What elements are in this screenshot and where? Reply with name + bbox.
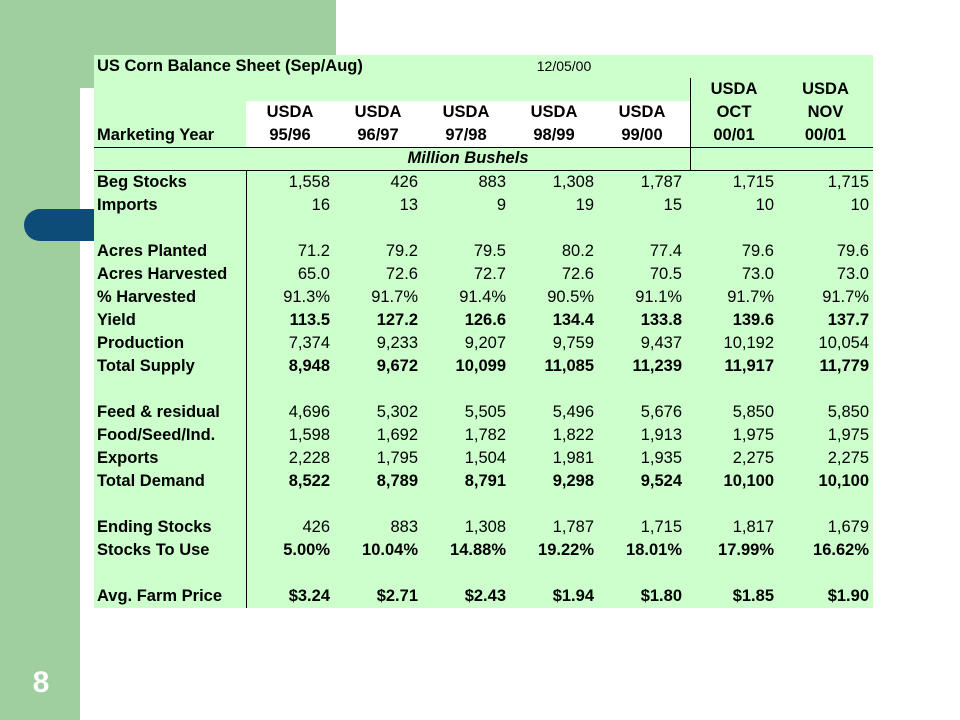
table-cell: 72.7 — [473, 265, 506, 283]
table-cell: 79.5 — [473, 242, 506, 260]
table-cell: 11,917 — [724, 357, 774, 375]
table-cell: 72.6 — [385, 265, 418, 283]
table-cell: 10,100 — [818, 472, 869, 490]
table-cell: 10 — [755, 196, 774, 214]
sheet-date: 12/05/00 — [536, 58, 592, 74]
table-cell: 1,787 — [640, 173, 682, 191]
marketing-year-label: Marketing Year — [97, 126, 215, 144]
table-cell: 5,850 — [827, 403, 869, 421]
table-cell: 91.4% — [459, 288, 506, 306]
row-label: Yield — [97, 311, 136, 329]
table-cell: 8,522 — [288, 472, 330, 490]
row-label: Production — [97, 334, 185, 352]
table-cell: 1,598 — [288, 426, 330, 444]
table-cell: 11,085 — [544, 357, 594, 375]
table-cell: 127.2 — [376, 311, 418, 329]
column-header-top: USDA — [802, 80, 849, 98]
table-cell: 8,791 — [464, 472, 506, 490]
table-cell: 73.0 — [836, 265, 869, 283]
column-header-year: 95/96 — [269, 126, 311, 144]
table-cell: 9,759 — [552, 334, 594, 352]
table-cell: 5.00% — [283, 541, 330, 559]
column-header-top: USDA — [710, 80, 758, 98]
table-cell: 9 — [496, 196, 506, 214]
column-header-source: USDA — [266, 103, 314, 121]
table-cell: 10,192 — [723, 334, 774, 352]
table-cell — [422, 217, 510, 240]
table-cell — [334, 378, 422, 401]
table-cell — [598, 562, 686, 585]
table-cell: 1,692 — [376, 426, 418, 444]
table-cell: 10,100 — [723, 472, 774, 490]
table-cell: 8,789 — [376, 472, 418, 490]
table-cell — [334, 493, 422, 516]
table-cell: 65.0 — [297, 265, 330, 283]
table-cell: 9,672 — [376, 357, 418, 375]
row-label: Feed & residual — [97, 403, 220, 421]
table-cell: 79.6 — [836, 242, 869, 260]
table-cell — [690, 217, 778, 240]
table-cell — [246, 493, 334, 516]
page-number: 8 — [32, 666, 50, 699]
row-label: Ending Stocks — [97, 518, 212, 536]
table-cell: $2.71 — [376, 587, 418, 605]
table-cell: 10,054 — [818, 334, 869, 352]
table-cell: 71.2 — [297, 242, 330, 260]
table-cell: 133.8 — [640, 311, 682, 329]
table-cell: 8,948 — [288, 357, 330, 375]
table-cell: 1,975 — [827, 426, 869, 444]
row-label: Exports — [97, 449, 159, 467]
table-cell: 1,795 — [376, 449, 418, 467]
table-cell: 9,524 — [640, 472, 682, 490]
table-cell: 91.7% — [371, 288, 418, 306]
row-label: Food/Seed/Ind. — [97, 426, 216, 444]
table-cell: $1.90 — [827, 587, 869, 605]
table-cell: $2.43 — [464, 587, 506, 605]
table-cell: 73.0 — [741, 265, 774, 283]
table-cell — [510, 562, 598, 585]
table-cell: 1,715 — [732, 173, 774, 191]
table-cell — [422, 562, 510, 585]
table-cell: 139.6 — [732, 311, 774, 329]
table-cell: 14.88% — [450, 541, 506, 559]
table-cell: 1,558 — [288, 173, 330, 191]
table-cell — [778, 493, 873, 516]
table-cell: 1,975 — [732, 426, 774, 444]
row-label: % Harvested — [97, 288, 197, 306]
header-divider — [94, 147, 873, 148]
table-cell: $1.94 — [552, 587, 594, 605]
forecast-divider — [690, 78, 691, 170]
table-cell: 91.7% — [727, 288, 774, 306]
table-cell: 10,099 — [455, 357, 506, 375]
table-cell: 5,850 — [732, 403, 774, 421]
table-cell: 5,505 — [464, 403, 506, 421]
table-cell: 137.7 — [827, 311, 869, 329]
table-cell: 16.62% — [813, 541, 869, 559]
table-cell: 1,782 — [464, 426, 506, 444]
row-label: Total Demand — [97, 472, 205, 490]
table-cell — [334, 217, 422, 240]
table-cell: 10.04% — [362, 541, 418, 559]
table-cell — [246, 562, 334, 585]
table-cell: 16 — [311, 196, 330, 214]
table-cell: 426 — [302, 518, 330, 536]
row-label: Imports — [97, 196, 158, 214]
table-cell — [690, 562, 778, 585]
column-header-source: USDA — [442, 103, 490, 121]
table-cell: 1,679 — [827, 518, 869, 536]
table-cell — [510, 217, 598, 240]
table-cell: 2,275 — [827, 449, 869, 467]
row-label: Stocks To Use — [97, 541, 210, 559]
table-cell: 9,298 — [552, 472, 594, 490]
table-cell: 80.2 — [561, 242, 594, 260]
column-header-year: 00/01 — [713, 126, 755, 144]
row-label — [94, 493, 246, 516]
table-cell: 4,696 — [288, 403, 330, 421]
table-cell: $1.85 — [732, 587, 774, 605]
table-cell: 19 — [575, 196, 594, 214]
table-cell: 1,308 — [464, 518, 506, 536]
column-header-source: NOV — [807, 103, 844, 121]
table-cell: 18.01% — [626, 541, 682, 559]
table-cell: 1,787 — [552, 518, 594, 536]
table-cell: 91.1% — [635, 288, 682, 306]
table-cell: 1,715 — [827, 173, 869, 191]
table-cell: 90.5% — [547, 288, 594, 306]
balance-sheet-table — [94, 55, 873, 608]
table-cell: 9,437 — [640, 334, 682, 352]
table-cell: $3.24 — [288, 587, 330, 605]
table-cell: 79.6 — [741, 242, 774, 260]
table-cell: 11,239 — [632, 357, 682, 375]
slide-left-band — [0, 0, 80, 720]
table-cell — [778, 217, 873, 240]
table-cell: 91.3% — [283, 288, 330, 306]
column-header-year: 00/01 — [804, 126, 847, 144]
table-cell: 134.4 — [552, 311, 594, 329]
table-cell — [422, 493, 510, 516]
table-cell: 113.5 — [289, 311, 330, 329]
table-cell: 1,715 — [640, 518, 682, 536]
table-cell: 1,504 — [464, 449, 506, 467]
table-cell: 2,228 — [288, 449, 330, 467]
table-cell: 7,374 — [288, 334, 330, 352]
row-label: Beg Stocks — [97, 173, 187, 191]
table-cell — [246, 217, 334, 240]
column-header-year: 96/97 — [357, 126, 399, 144]
table-cell: 70.5 — [649, 265, 682, 283]
units-subheader: Million Bushels — [407, 149, 529, 167]
column-header-year: 97/98 — [445, 126, 487, 144]
table-cell: 883 — [390, 518, 418, 536]
table-cell — [778, 562, 873, 585]
column-header-year: 99/00 — [621, 126, 663, 144]
column-header-source: USDA — [530, 103, 578, 121]
table-cell: 1,913 — [640, 426, 682, 444]
row-label — [94, 562, 246, 585]
table-cell: 79.2 — [385, 242, 418, 260]
table-cell: 126.6 — [464, 311, 506, 329]
table-cell: 1,822 — [552, 426, 594, 444]
row-label: Acres Planted — [97, 242, 208, 260]
table-cell — [510, 378, 598, 401]
table-cell: 15 — [663, 196, 682, 214]
table-cell — [422, 378, 510, 401]
table-cell — [690, 378, 778, 401]
table-cell: 5,302 — [376, 403, 418, 421]
table-cell: 11,779 — [819, 357, 869, 375]
column-header-source: USDA — [354, 103, 402, 121]
row-label: Avg. Farm Price — [97, 587, 223, 605]
slide-blue-tab — [24, 209, 100, 241]
table-cell: 9,233 — [376, 334, 418, 352]
table-cell: 17.99% — [718, 541, 774, 559]
table-cell: 77.4 — [649, 242, 682, 260]
row-label — [94, 378, 246, 401]
table-cell: 19.22% — [538, 541, 594, 559]
table-cell: 5,496 — [552, 403, 594, 421]
table-cell: 1,817 — [732, 518, 774, 536]
column-header-year: 98/99 — [533, 126, 575, 144]
table-cell — [598, 378, 686, 401]
table-cell — [334, 562, 422, 585]
column-header-source: OCT — [716, 103, 752, 121]
table-cell: 426 — [390, 173, 418, 191]
column-header-source: USDA — [618, 103, 666, 121]
table-cell: 1,308 — [552, 173, 594, 191]
table-cell: $1.80 — [640, 587, 682, 605]
table-cell: 91.7% — [822, 288, 869, 306]
row-label: Acres Harvested — [97, 265, 228, 283]
sheet-title: US Corn Balance Sheet (Sep/Aug) — [97, 57, 363, 75]
table-cell — [598, 493, 686, 516]
table-cell: 883 — [478, 173, 506, 191]
table-cell: 13 — [399, 196, 418, 214]
table-cell: 72.6 — [561, 265, 594, 283]
row-label — [94, 217, 246, 240]
table-cell: 2,275 — [732, 449, 774, 467]
table-cell — [510, 493, 598, 516]
table-cell: 10 — [850, 196, 869, 214]
table-cell — [690, 493, 778, 516]
table-cell — [598, 217, 686, 240]
table-cell: 5,676 — [640, 403, 682, 421]
table-cell — [246, 378, 334, 401]
table-cell — [778, 378, 873, 401]
table-cell: 1,935 — [640, 449, 682, 467]
row-label: Total Supply — [97, 357, 195, 375]
table-cell: 1,981 — [552, 449, 594, 467]
table-cell: 9,207 — [464, 334, 506, 352]
